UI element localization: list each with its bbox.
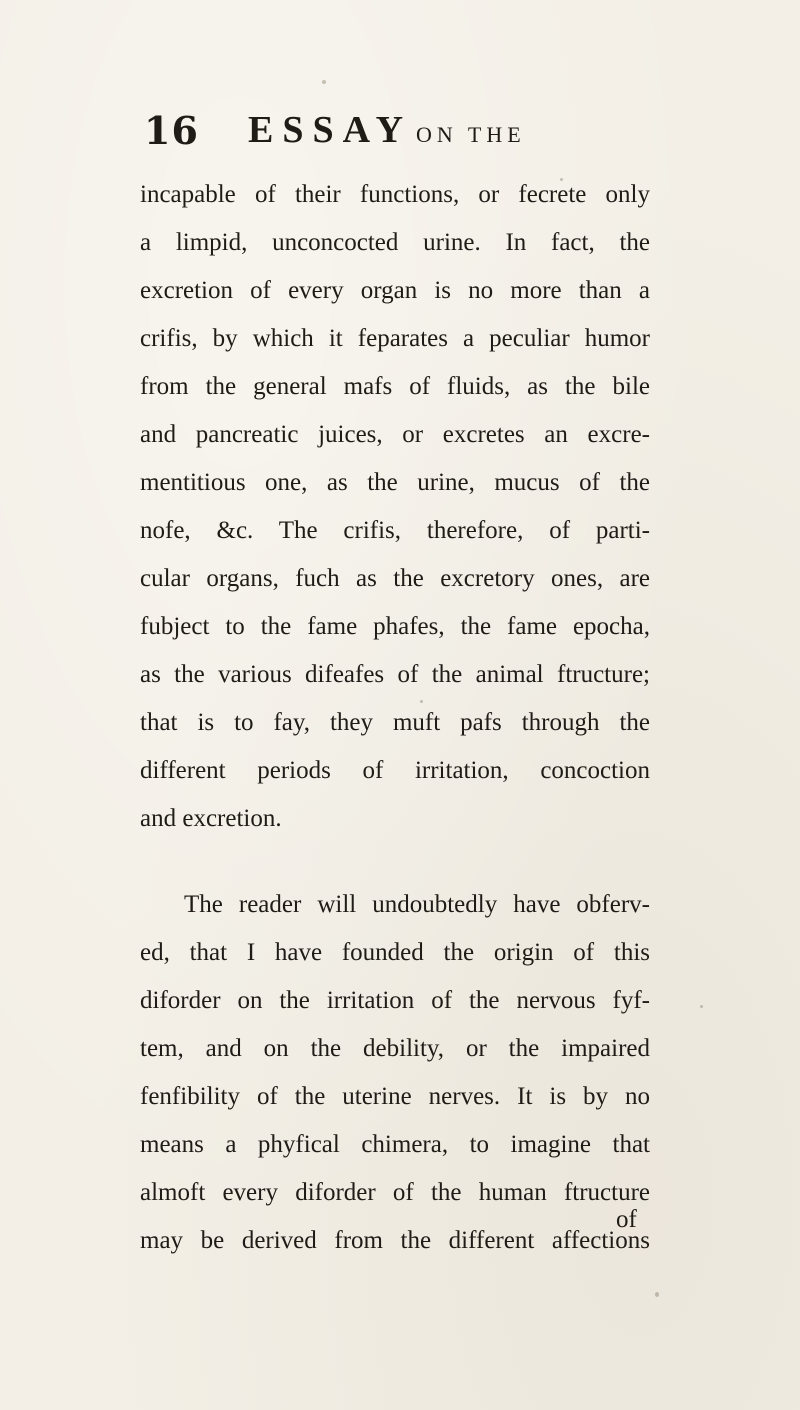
text-line: mentitious one, as the urine, mucus of the [140, 469, 650, 496]
catchword: of [616, 1206, 637, 1233]
paper-speck [300, 1240, 303, 1243]
paper-speck [420, 700, 423, 703]
text-line: from the general mafs of fluids, as the bile [140, 373, 650, 400]
text-line: may be derived from the different affections [140, 1227, 650, 1254]
running-head-main: ESSAY [248, 109, 413, 151]
text-line: different periods of irritation, concoction [140, 757, 650, 784]
text-line: ed, that I have founded the origin of this [140, 939, 650, 966]
paper-speck [655, 1292, 659, 1297]
running-head [248, 108, 526, 152]
page-number: 16 [144, 108, 199, 153]
text-line: almoft every diforder of the human ftructure [140, 1179, 650, 1206]
text-line: tem, and on the debility, or the impaired [140, 1035, 650, 1062]
paper-speck [322, 80, 326, 84]
page-header [144, 108, 664, 158]
text-line: The reader will undoubtedly have obferv- [184, 891, 650, 918]
text-line: as the various difeafes of the animal ftructure; [140, 661, 650, 688]
text-line: fubject to the fame phafes, the fame epocha, [140, 613, 650, 640]
text-line: nofe, &c. The crifis, therefore, of parti- [140, 517, 650, 544]
running-head-small: ON THE [416, 122, 526, 147]
text-line: and pancreatic juices, or excretes an excre- [140, 421, 650, 448]
text-line: diforder on the irritation of the nervous fyf- [140, 987, 650, 1014]
text-line: a limpid, unconcocted urine. In fact, the [140, 229, 650, 256]
text-line: means a phyfical chimera, to imagine that [140, 1131, 650, 1158]
paper-speck [700, 1005, 703, 1008]
text-line: and excretion. [140, 805, 282, 832]
text-line: that is to fay, they muft pafs through the [140, 709, 650, 736]
text-line: incapable of their functions, or fecrete only [140, 181, 650, 208]
text-line: crifis, by which it feparates a peculiar humor [140, 325, 650, 352]
text-line: cular organs, fuch as the excretory ones, are [140, 565, 650, 592]
text-line: excretion of every organ is no more than a [140, 277, 650, 304]
text-line: fenfibility of the uterine nerves. It is by no [140, 1083, 650, 1110]
paper-speck [560, 178, 563, 181]
